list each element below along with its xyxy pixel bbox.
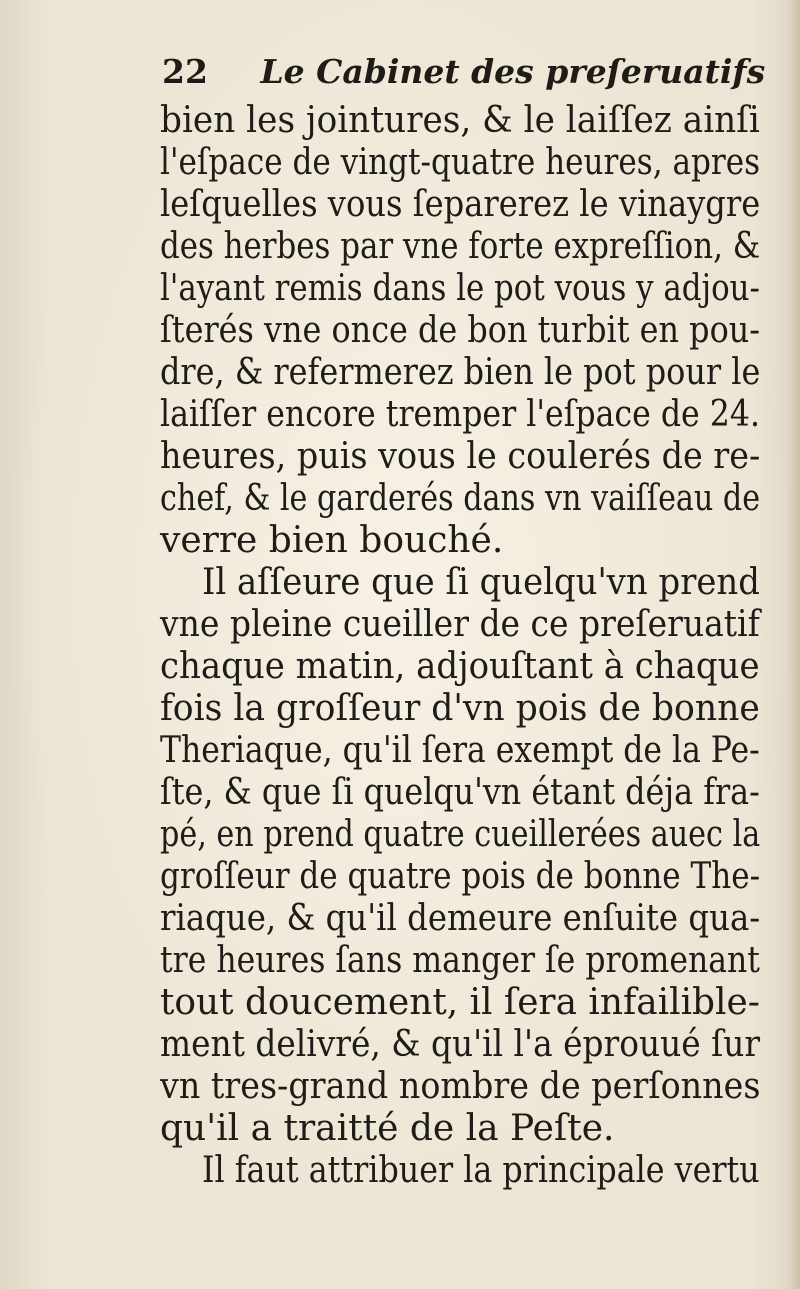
text-line: dre, & refermerez bien le pot pour le [160, 352, 761, 393]
text-line: leſquelles vous ſeparerez le vinaygre [160, 184, 761, 225]
text-line: des herbes par vne forte expreſſion, & [160, 226, 761, 267]
paragraph-first-line: Il faut attribuer la principale vertu [202, 1150, 760, 1191]
text-line: ſte, & que ſi quelqu'vn étant déja fra- [160, 772, 760, 813]
text-line: groſſeur de quatre pois de bonne The- [160, 856, 761, 897]
text-line: laiſſer encore tremper l'eſpace de 24. [160, 394, 760, 435]
body-text [160, 100, 760, 1192]
text-line: heures, puis vous le coulerés de re- [160, 436, 761, 477]
text-line: qu'il a traitté de la Peſte. [160, 1108, 615, 1149]
page-edge-shadow [786, 0, 800, 1289]
text-line: tout doucement, il ſera infailible- [160, 982, 760, 1023]
text-line: riaque, & qu'il demeure enſuite qua- [160, 898, 761, 939]
text-line: Theriaque, qu'il ſera exempt de la Pe- [160, 730, 760, 771]
text-line: fois la groſſeur d'vn pois de bonne [160, 688, 760, 729]
text-line: l'ayant remis dans le pot vous y adjou- [160, 268, 760, 309]
page-number: 22 [162, 52, 208, 91]
running-head [162, 52, 766, 100]
text-line: verre bien bouché. [160, 520, 504, 561]
text-line: bien les jointures, & le laiſſez ainſi [160, 100, 760, 141]
running-title: Le Cabinet des preſeruatifs [260, 52, 766, 91]
paragraph-first-line: Il aſſeure que ſi quelqu'vn prend [202, 562, 760, 603]
text-line: vne pleine cueiller de ce preſeruatif [160, 604, 760, 645]
text-line: chaque matin, adjouſtant à chaque [160, 646, 760, 687]
text-line: tre heures ſans manger ſe promenant [160, 940, 760, 981]
text-line: ſterés vne once de bon turbit en pou- [160, 310, 761, 351]
text-line: l'eſpace de vingt-quatre heures, apres [160, 142, 761, 183]
text-line: chef, & le garderés dans vn vaiſſeau de [160, 478, 761, 519]
text-line: vn tres-grand nombre de perſonnes [160, 1066, 761, 1107]
text-line: ment delivré, & qu'il l'a éprouué ſur [160, 1024, 761, 1065]
text-line: pé, en prend quatre cueillerées auec la [160, 814, 761, 855]
